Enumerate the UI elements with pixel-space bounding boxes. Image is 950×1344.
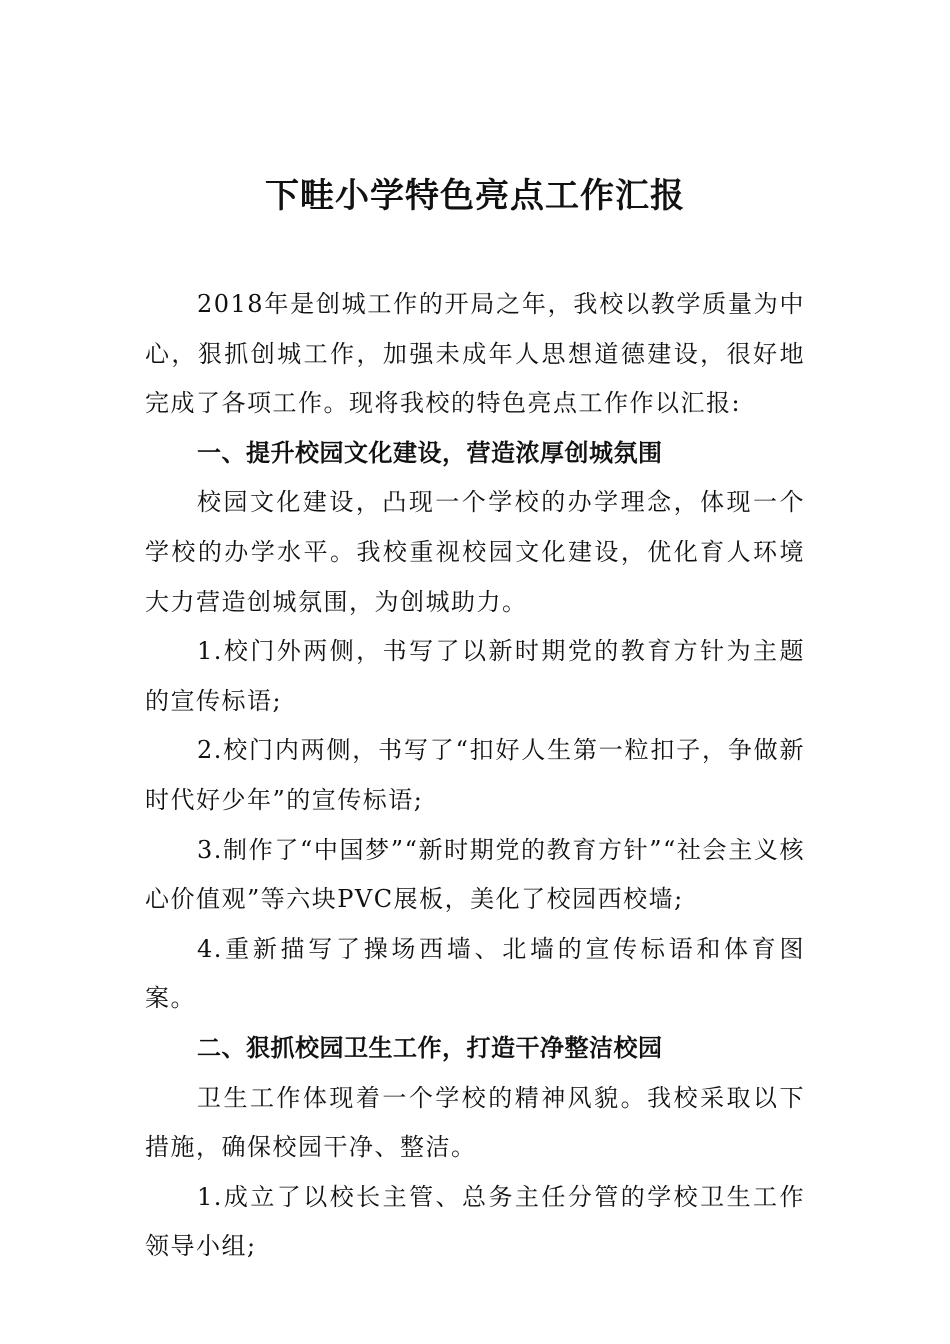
intro-paragraph: 2018年是创城工作的开局之年，我校以教学质量为中心，狠抓创城工作，加强未成年人思想道德建设，很好地完成了各项工作。现将我校的特色亮点工作作以汇报:	[145, 290, 805, 418]
section-1-item-3: 3.制作了“中国梦”“新时期党的教育方针”“社会主义核心价值观”等六块PVC展板，美化了校园西校墙;	[145, 835, 805, 914]
section-1-item-1: 1.校门外两侧，书写了以新时期党的教育方针为主题的宣传标语;	[145, 637, 805, 715]
document-body	[145, 280, 805, 1272]
section-2-item-1: 1.成立了以校长主管、总务主任分管的学校卫生工作领导小组;	[145, 1182, 805, 1261]
section-2-heading: 二、狠抓校园卫生工作，打造干净整洁校园	[197, 1033, 663, 1062]
section-1-heading: 一、提升校园文化建设，营造浓厚创城氛围	[197, 438, 663, 467]
section-1-paragraph: 校园文化建设，凸现一个学校的办学理念，体现一个学校的办学水平。我校重视校园文化建设，优化育人环境大力营造创城氛围，为创城助力。	[145, 488, 805, 616]
document-title: 下畦小学特色亮点工作汇报	[265, 176, 685, 216]
section-2-paragraph: 卫生工作体现着一个学校的精神风貌。我校采取以下措施，确保校园干净、整洁。	[145, 1083, 805, 1162]
section-1-item-2: 2.校门内两侧，书写了“扣好人生第一粒扣子，争做新时代好少年”的宣传标语;	[145, 736, 805, 814]
section-1-item-4: 4.重新描写了操场西墙、北墙的宣传标语和体育图案。	[145, 934, 805, 1013]
